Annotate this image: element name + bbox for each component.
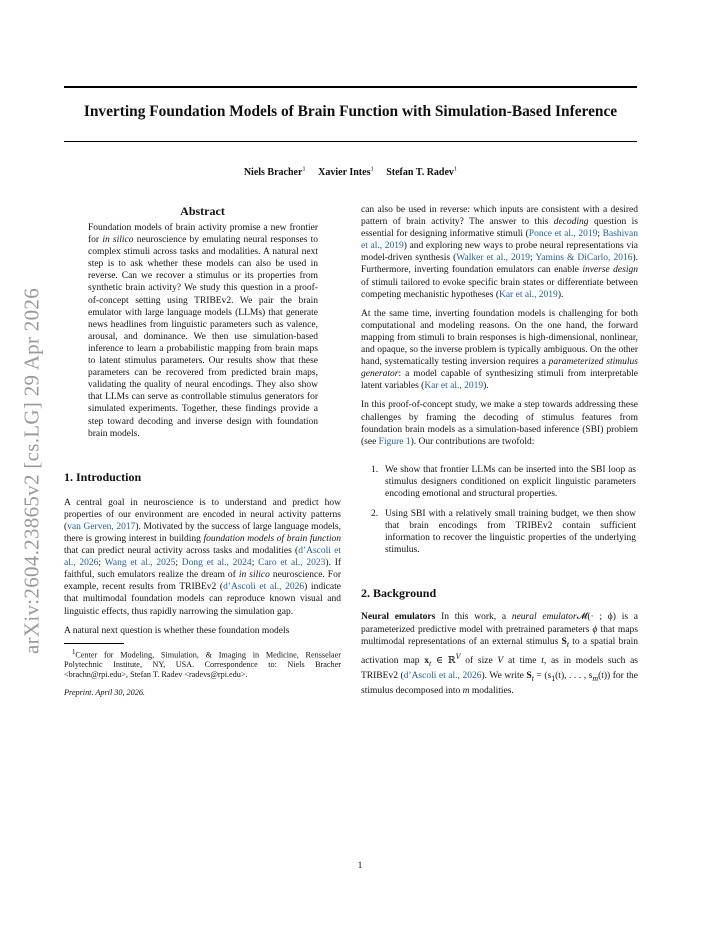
contributions-list	[361, 464, 638, 557]
title-bottom-rule	[64, 141, 637, 142]
preprint-note: Preprint. April 30, 2026.	[64, 688, 145, 698]
citation-link[interactable]: d’Ascoli et al., 2026	[223, 582, 305, 593]
intro-paragraph: In this proof-of-concept study, we make a step towards addressing these challenges by framing the decoding of stimulus features from foundation brain models as a simulation-based inference (SBI) problem (see Figure 1). Our contributions are twofold:	[361, 400, 638, 447]
citation-link[interactable]: d’Ascoli et al., 2026	[64, 546, 341, 569]
footnote-rule	[64, 643, 124, 644]
citation-link[interactable]: Kar et al., 2019	[498, 289, 558, 300]
footnote-block	[64, 643, 341, 698]
list-item: 2. Using SBI with a relatively small training budget, we then show that brain encodings from TRIBEv2 contain sufficient information to recover the linguistic properties of the underlying stimulus.	[371, 509, 636, 556]
citation-link[interactable]: van Gerven, 2017	[67, 521, 136, 532]
abstract-heading: Abstract	[180, 204, 225, 218]
citation-link[interactable]: Ponce et al., 2019	[528, 229, 598, 240]
paper-title: Inverting Foundation Models of Brain Function with Simulation-Based Inference	[83, 103, 618, 120]
intro-heading: 1. Introduction	[64, 469, 142, 484]
right-column	[361, 204, 638, 697]
abstract-body: Foundation models of brain activity promise a new frontier for in silico neuroscience by emulating neural responses to complex stimuli across tasks and modalities. A natural next step is to ask whether these models can also be used in reverse. Can we recover a stimulus or its properties from synthetic brain activity? We study this question in a proof-of-concept setting using TRIBEv2. We pair the brain emulator with large language models (LLMs) that generate news headlines from linguistic parameters such as valence, arousal, and dominance. We then use simulation-based inference to learn a probabilistic mapping from brain maps to latent stimulus parameters. Our results show that these parameters can be recovered from predicted brain maps, validating the quality of neural encodings. They also show that LLMs can serve as controllable stimulus generators for simulated experiments. Together, these findings provide a step toward decoding and inverse design with foundation brain models.	[88, 223, 318, 439]
citation-link[interactable]: Dong et al., 2024	[181, 558, 252, 569]
citation-link[interactable]: Yamins & DiCarlo, 2016	[535, 253, 633, 264]
citation-link[interactable]: Walker et al., 2019	[456, 253, 531, 264]
arxiv-stamp-text: arXiv:2604.23865v2 [cs.LG] 29 Apr 2026	[19, 287, 44, 655]
citation-link[interactable]: Wang et al., 2025	[104, 558, 176, 569]
intro-paragraph: A central goal in neuroscience is to understand and predict how properties of our environment are encoded in neural activity patterns (van Gerven, 2017). Motivated by the success of large language models, there is growing interest in building foundation models of brain function that can predict neural activity across tasks and modalities (d’Ascoli et al., 2026; Wang et al., 2025; Dong et al., 2024; Caro et al., 2023). If faithful, such emulators realize the dream of in silico neuroscience. For example, recent results from TRIBEv2 (d’Ascoli et al., 2026) indicate that multimodal foundation models can reproduce known visual and linguistic effects, thus rapidly narrowing the simulation gap.	[64, 497, 342, 617]
citation-link[interactable]: d’Ascoli et al., 2026	[403, 670, 482, 681]
top-rule	[64, 86, 637, 88]
figure-link[interactable]: Figure 1	[378, 436, 411, 447]
footnote: $^1$Center for Modeling, Simulation, & Imaging in Medicine, Rensselaer Polytechnic Institute, NY, USA. Correspondence to: Niels Bracher <brachn@rpi.edu>, Stefan T. Radev <radevs@rpi.edu>.	[64, 648, 341, 680]
page-number: 1	[357, 861, 363, 871]
left-column	[64, 204, 341, 697]
intro-paragraph: A natural next question is whether these foundation models	[64, 625, 290, 636]
citation-link[interactable]: Kar et al., 2019	[424, 381, 484, 392]
author: Niels Bracher$^1$	[243, 166, 306, 179]
author: Xavier Intes$^1$	[318, 166, 374, 179]
citation-link[interactable]: Caro et al., 2023	[258, 558, 326, 569]
author: Stefan T. Radev$^1$	[386, 166, 458, 179]
list-item: 1. We show that frontier LLMs can be inserted into the SBI loop as stimulus designers conditioned on explicit linguistic parameters encoding emotional and structural properties.	[371, 464, 636, 499]
author-list	[64, 166, 637, 178]
background-heading: 2. Background	[361, 586, 437, 601]
arxiv-stamp	[12, 276, 52, 666]
intro-paragraph: At the same time, inverting foundation models is challenging for both computational and modeling reasons. On the one hand, the forward mapping from stimuli to brain responses is high-dimensional, nonlinear, and opaque, so the inverse problem is typically ambiguous. On the other hand, systematically testing inversion requires a parameterized stimulus generator: a model capable of synthesizing stimuli from interpretable latent variables (Kar et al., 2019).	[361, 308, 638, 392]
citation-link[interactable]: Bashivan et al., 2019	[361, 229, 639, 252]
intro-paragraph: can also be used in reverse: which inputs are consistent with a desired pattern of brain activity? The answer to this decoding question is essential for designing informative stimuli (Ponce et al., 2019; Bashivan et al., 2019) and exploring new ways to probe neural representations via model-driven synthesis (Walker et al., 2019; Yamins & DiCarlo, 2016). Furthermore, inverting foundation emulators can enable inverse design of stimuli tailored to evoke specific brain states or differentiate between competing mechanistic hypotheses (Kar et al., 2019).	[361, 205, 639, 300]
background-paragraph: Neural emulators In this work, a neural emulator𝓜(· ; ϕ) is a parameterized predictive model with pretrained parameters ϕ that maps multimodal representations of an external stimulus $S_t$ to a spatial brain activation map $x_t$ ∈ ℝ$^V$ of size V at time t, as in models such as TRIBEv2 (d’Ascoli et al., 2026). We write $S_t = (s_1(t)$, . . . , $s_m(t)$) for the stimulus decomposed into m modalities.	[361, 612, 638, 696]
